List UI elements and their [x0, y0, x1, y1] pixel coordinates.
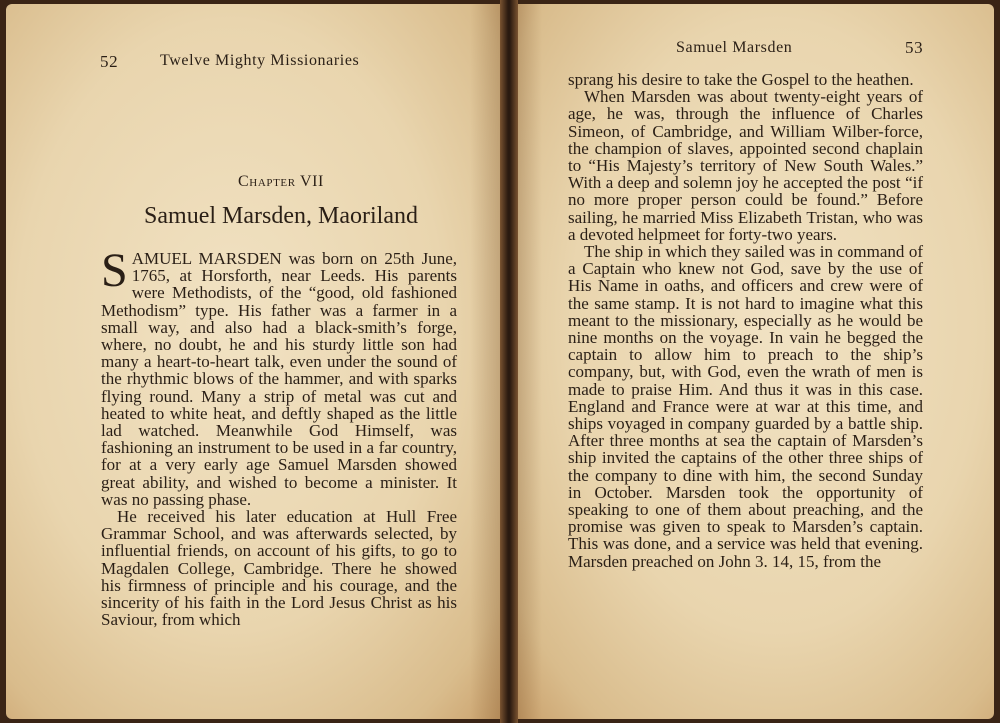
book-gutter	[500, 0, 518, 723]
left-page-body	[101, 244, 457, 630]
left-running-header: Twelve Mighty Missionaries	[160, 52, 360, 69]
chapter-title: Samuel Marsden, Maoriland	[144, 203, 418, 229]
right-page-body	[568, 71, 923, 570]
left-page-number: 52	[100, 52, 119, 71]
left-paragraph-1-text: AMUEL MARSDEN was born on 25th June, 1765, at Horsforth, near Leeds. His parents were Methodists, of the “good, old fashioned Methodism” type. His father was a farmer in a small way, and also had a black-smith’s forge, where, no doubt, he and his sturdy little son had many a heart-to-heart talk, even under the sound of the rhythmic blows of the hammer, and with sparks flying round. Many a strip of metal was cut and heated to white heat, and deftly shaped as the little lad watched. Meanwhile God Himself, was fashioning an instrument to be used in a far country, for at a very early age Samuel Marsden showed great ability, and wished to become a minister. It was no passing phase.	[101, 249, 457, 509]
left-paragraph-2: He received his later education at Hull Free Grammar School, and was afterwards selected, by influential friends, on account of his gifts, to go to Magdalen College, Cambridge. There he showed his firmness of principle and his courage, and the sincerity of his faith in the Lord Jesus Christ as his Saviour, from which	[101, 507, 457, 630]
right-running-header: Samuel Marsden	[676, 39, 793, 56]
right-paragraph-2: When Marsden was about twenty-eight years of age, he was, through the influence of Charles Simeon, of Cambridge, and William Wilber-force, the champion of slaves, appointed second chaplain to “His Majesty’s territory of New South Wales.” With a deep and solemn joy he accepted the post “if no more proper person could be found.” Before sailing, he married Miss Elizabeth Tristan, who was a devoted helpmeet for forty-two years.	[568, 87, 923, 244]
left-paragraph-1	[101, 244, 457, 509]
chapter-label: Chapter VII	[238, 173, 324, 190]
right-paragraph-1: sprang his desire to take the Gospel to the heathen.	[568, 70, 914, 89]
right-page-number: 53	[905, 38, 924, 57]
right-paragraph-3: The ship in which they sailed was in command of a Captain who knew not God, save by the use of His Name in oaths, and officers and crew were of the same stamp. It is not hard to imagine what this meant to the missionary, especially as he would be nine months on the voyage. In vain he begged the captain to allow him to preach to the ship’s company, but, with God, even the wrath of men is made to praise Him. And thus it was in this case. England and France were at war at this time, and ships voyaged in company guarded by a battle ship. After three months at sea the captain of Marsden’s ship invited the captains of the other three ships of the company to dine with him, the second Sunday in October. Marsden took the opportunity of speaking to one of them about preaching, and the promise was given to speak to Marsden’s captain. This was done, and a service was held that evening. Marsden preached on John 3. 14, 15, from the	[568, 242, 923, 571]
drop-cap: S	[101, 244, 128, 297]
